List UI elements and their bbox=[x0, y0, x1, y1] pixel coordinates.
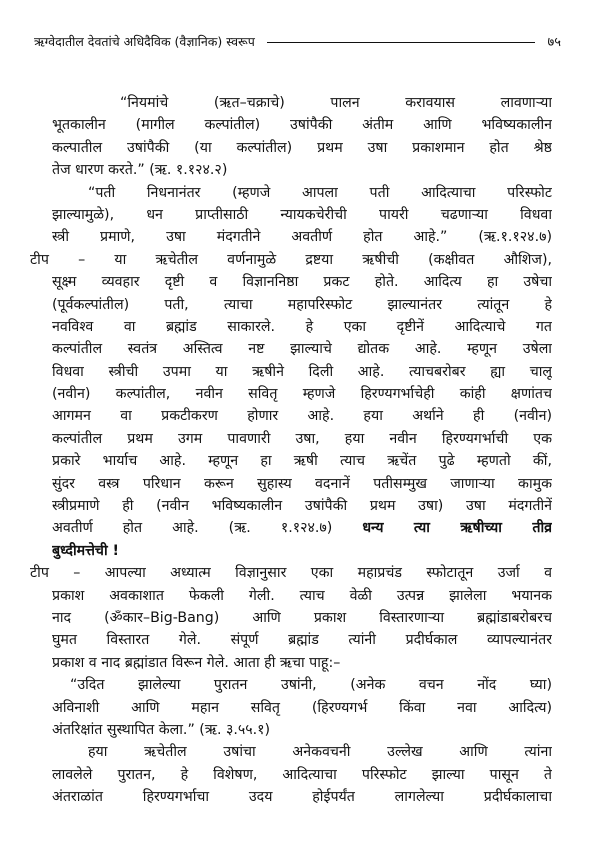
text-line: प्रकारे भार्याच आहे. म्हणून हा ऋषी त्याच ऋचेंत पुढे म्हणतो कीं, bbox=[52, 453, 552, 470]
text-line: आगमन वा प्रकटीकरण होणार आहे. हया अर्थाने ही (नवीन) bbox=[52, 408, 552, 425]
text-line: “पती निधनानंतर (म्हणजे आपला पती आदित्याचा परिस्फोट bbox=[88, 184, 552, 201]
text-span: अवतीर्ण होत आहे. (ऋ. १.१२४.७) bbox=[52, 520, 333, 537]
text-line: कल्पांतील प्रथम उगम पावणारी उषा, हया नवीन हिरण्यगर्भाची एक bbox=[52, 430, 552, 447]
text-line: “उदित झालेल्या पुरातन उषांनी, (अनेक वचन नोंद घ्या) bbox=[70, 677, 552, 694]
emphasis-text: धन्य त्या ऋषीच्या तीव्र bbox=[362, 520, 552, 537]
text-line: झाल्यामुळे), धन प्राप्तीसाठी न्यायकचेरीची पायरी चढणाऱ्या विधवा bbox=[52, 206, 552, 223]
text-line: कल्पातील उषांपैकी (या कल्पांतील) प्रथम उषा प्रकाशमान होत श्रेष्ठ bbox=[52, 139, 552, 156]
quote-paragraph-1 bbox=[52, 92, 552, 182]
text-line: स्त्रीप्रमाणे ही (नवीन भविष्यकालीन उषांपैकी प्रथम उषा) उषा मंदगतीनें bbox=[52, 498, 552, 515]
header-title: ऋग्वेदातील देवतांचे अधिदैविक (वैज्ञानिक) स्वरूप bbox=[34, 33, 255, 49]
text-line: विधवा स्त्रीची उपमा या ऋषीने दिली आहे. त्याचबरोबर ह्या चालू bbox=[52, 363, 552, 380]
text-line: प्रकाश अवकाशात फेकली गेली. त्याच वेळी उत्पन्न झालेला भयानक bbox=[52, 587, 552, 604]
text-line: लावलेले पुरातन, हे विशेषण, आदित्याचा परिस्फोट झाल्या पासून ते bbox=[52, 766, 552, 783]
text-line: हया ऋचेतील उषांचा अनेकवचनी उल्लेख आणि त्यांना bbox=[88, 744, 552, 761]
text-line: (पूर्वकल्पांतील) पती, त्याचा महापरिस्फोट झाल्यानंतर त्यांतून हे bbox=[52, 296, 552, 313]
text-line: स्त्री प्रमाणे, उषा मंदगतीने अवतीर्ण होत आहे.” (ऋ.१.१२४.७) bbox=[52, 229, 552, 246]
text-line: नवविश्व वा ब्रह्मांड साकारले. हे एका दृष्टीनें आदित्याचे गत bbox=[52, 318, 552, 335]
body-text bbox=[30, 92, 552, 809]
text-line: कल्पांतील स्वतंत्र अस्तित्व नष्ट झाल्याचे द्योतक आहे. म्हणून उषेला bbox=[52, 341, 552, 358]
quote-paragraph-3 bbox=[52, 674, 552, 741]
text-line: सूक्ष्म व्यवहार दृष्टी व विज्ञाननिष्ठा प्रकट होते. आदित्य हा उषेचा bbox=[52, 274, 552, 291]
text-line: तेज धारण करते.” (ऋ. १.१२४.२) bbox=[52, 162, 228, 179]
text-line: अविनाशी आणि महान सवितृ (हिरण्यगर्भ किंवा नवा आदित्य) bbox=[52, 699, 552, 716]
quote-paragraph-2 bbox=[52, 182, 552, 249]
header-rule bbox=[267, 42, 536, 43]
note-paragraph-1 bbox=[30, 249, 552, 562]
body-paragraph bbox=[52, 741, 552, 808]
text-line: प्रकाश व नाद ब्रह्मांडात विरून गेले. आता ही ऋचा पाहू:– bbox=[52, 654, 341, 671]
text-line: सुंदर वस्त्र परिधान करून सुहास्य वदनानें पतीसम्मुख जाणाऱ्या कामुक bbox=[52, 475, 552, 492]
text-line: “नियमांचे (ऋत–चक्राचे) पालन करावयास लावणाऱ्या bbox=[120, 95, 552, 111]
text-line: भूतकालीन (मागील कल्पांतील) उषांपैकी अंतीम आणि भविष्यकालीन bbox=[52, 117, 552, 134]
text-line: टीप – आपल्या अध्यात्म विज्ञानुसार एका महाप्रचंड स्फोटातून उर्जा व bbox=[30, 565, 552, 582]
running-header bbox=[34, 30, 561, 52]
text-line: अंतरिक्षांत सुस्थापित केला.” (ऋ. ३.५५.१) bbox=[52, 721, 271, 738]
page-number: ७५ bbox=[547, 35, 561, 50]
text-line: नाद (ॐकार–Big-Bang) आणि प्रकाश विस्तारणाऱ्या ब्रह्मांडाबरोबरच bbox=[52, 609, 552, 626]
text-line: घुमत विस्तारत गेले. संपूर्ण ब्रह्मांड त्यांनी प्रदीर्घकाल व्यापल्यानंतर bbox=[52, 632, 552, 649]
text-line: अंतराळांत हिरण्यगर्भाचा उदय होईपर्यंत लागलेल्या प्रदीर्घकालाचा bbox=[52, 789, 552, 806]
text-line bbox=[52, 517, 552, 539]
text-line: (नवीन) कल्पांतील, नवीन सवितृ म्हणजे हिरण्यगर्भाचेही कांही क्षणांतच bbox=[52, 386, 552, 403]
note-paragraph-2 bbox=[30, 562, 552, 674]
text-line: टीप – या ऋचेतील वर्णनामुळे द्रष्टया ऋषीची (कक्षीवत औशिज), bbox=[30, 251, 552, 268]
emphasis-line: बुध्दीमत्तेची ! bbox=[52, 542, 120, 559]
